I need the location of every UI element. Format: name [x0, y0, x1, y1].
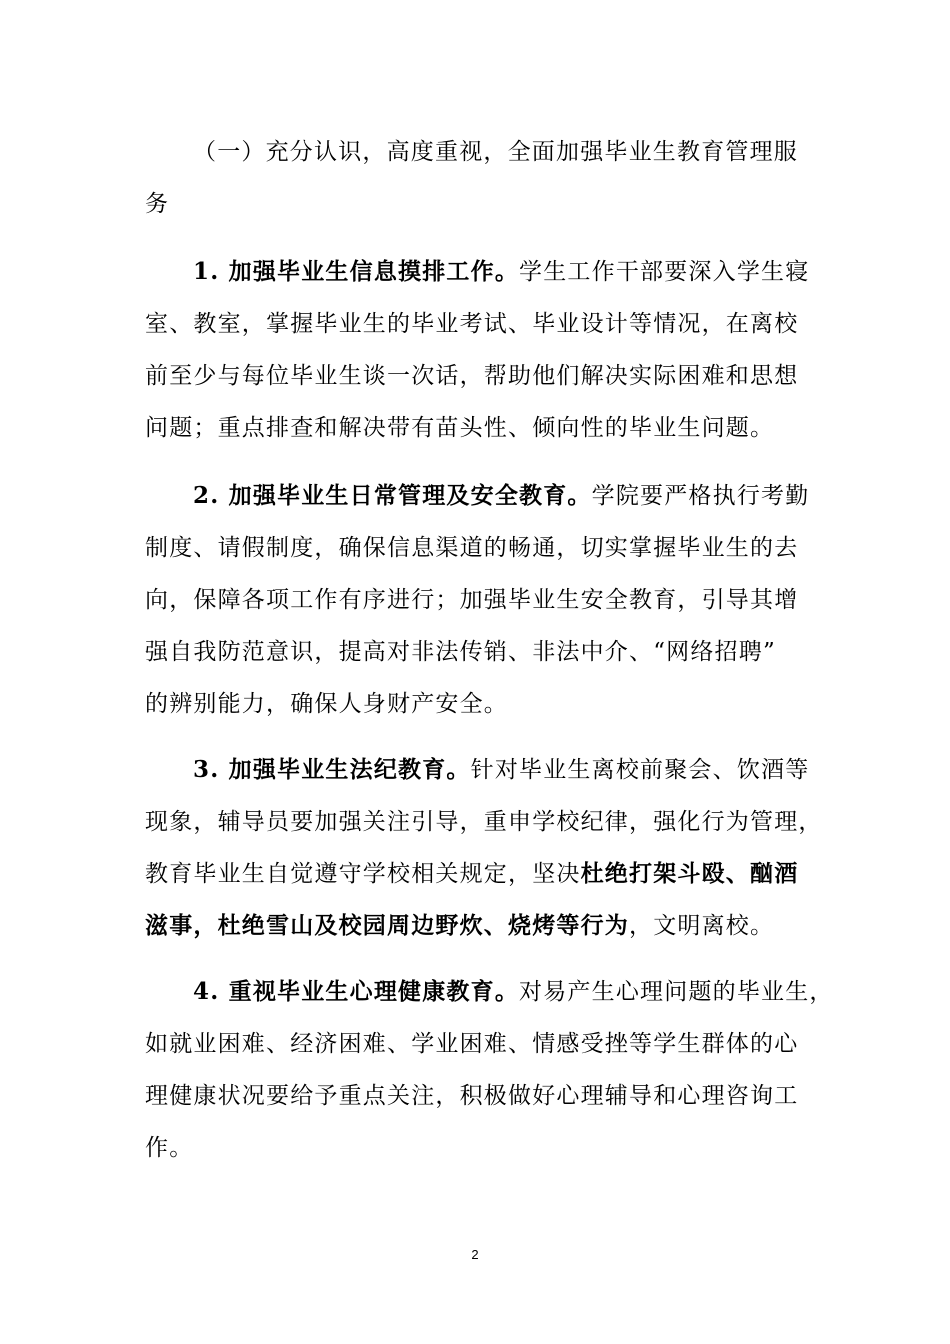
paragraph-line: 前至少与每位毕业生谈一次话，帮助他们解决实际困难和思想 [145, 363, 799, 389]
paragraph-line: 的辨别能力，确保人身财产安全。 [145, 691, 508, 717]
page-number: 2 [471, 1247, 479, 1262]
section-heading [145, 126, 805, 230]
paragraph-line: 问题；重点排查和解决带有苗头性、倾向性的毕业生问题。 [145, 415, 775, 441]
paragraph-line: 室、教室，掌握毕业生的毕业考试、毕业设计等情况，在离校 [145, 311, 799, 337]
paragraph-line [145, 848, 805, 900]
paragraph-item-1 [145, 246, 810, 454]
paragraph-lead: 1. 加强毕业生信息摸排工作。 [193, 258, 520, 285]
paragraph-line: 理健康状况要给予重点关注，积极做好心理辅导和心理咨询工 [145, 1083, 799, 1109]
paragraph-line [145, 900, 805, 952]
paragraph-line [145, 470, 810, 522]
paragraph-emphasis: 杜绝打架斗殴、酗酒 [580, 860, 799, 887]
paragraph-text: 教育毕业生自觉遵守学校相关规定，坚决 [145, 861, 581, 887]
paragraph-lead: 4. 重视毕业生心理健康教育。 [193, 978, 520, 1005]
paragraph-line: 作。 [145, 1135, 194, 1161]
paragraph-text: 对易产生心理问题的毕业生， [519, 979, 834, 1005]
paragraph-line: 制度、请假制度，确保信息渠道的畅通，切实掌握毕业生的去 [145, 535, 799, 561]
section-heading-line: （一）充分认识，高度重视，全面加强毕业生教育管理服 [193, 139, 798, 165]
paragraph-lead: 3. 加强毕业生法纪教育。 [193, 756, 471, 783]
paragraph-text: 针对毕业生离校前聚会、饮酒等 [470, 757, 810, 783]
paragraph-item-4 [145, 966, 834, 1174]
paragraph-item-2 [145, 470, 810, 730]
paragraph-line [145, 744, 810, 796]
section-heading-line: 务 [145, 191, 170, 217]
paragraph-line [145, 246, 810, 298]
paragraph-text: 学院要严格执行考勤 [591, 483, 810, 509]
paragraph-text: ，文明离校。 [629, 913, 775, 939]
paragraph-line [145, 966, 834, 1018]
paragraph-item-3 [145, 744, 823, 952]
paragraph-line: 现象，辅导员要加强关注引导，重申学校纪律，强化行为管理， [145, 809, 823, 835]
paragraph-text: 学生工作干部要深入学生寝 [519, 259, 810, 285]
paragraph-line: 强自我防范意识，提高对非法传销、非法中介、“网络招聘” [145, 639, 776, 665]
paragraph-emphasis: 滋事，杜绝雪山及校园周边野炊、烧烤等行为 [145, 912, 629, 939]
paragraph-line: 如就业困难、经济困难、学业困难、情感受挫等学生群体的心 [145, 1031, 799, 1057]
paragraph-line: 向，保障各项工作有序进行；加强毕业生安全教育，引导其增 [145, 587, 799, 613]
paragraph-lead: 2. 加强毕业生日常管理及安全教育。 [193, 482, 592, 509]
